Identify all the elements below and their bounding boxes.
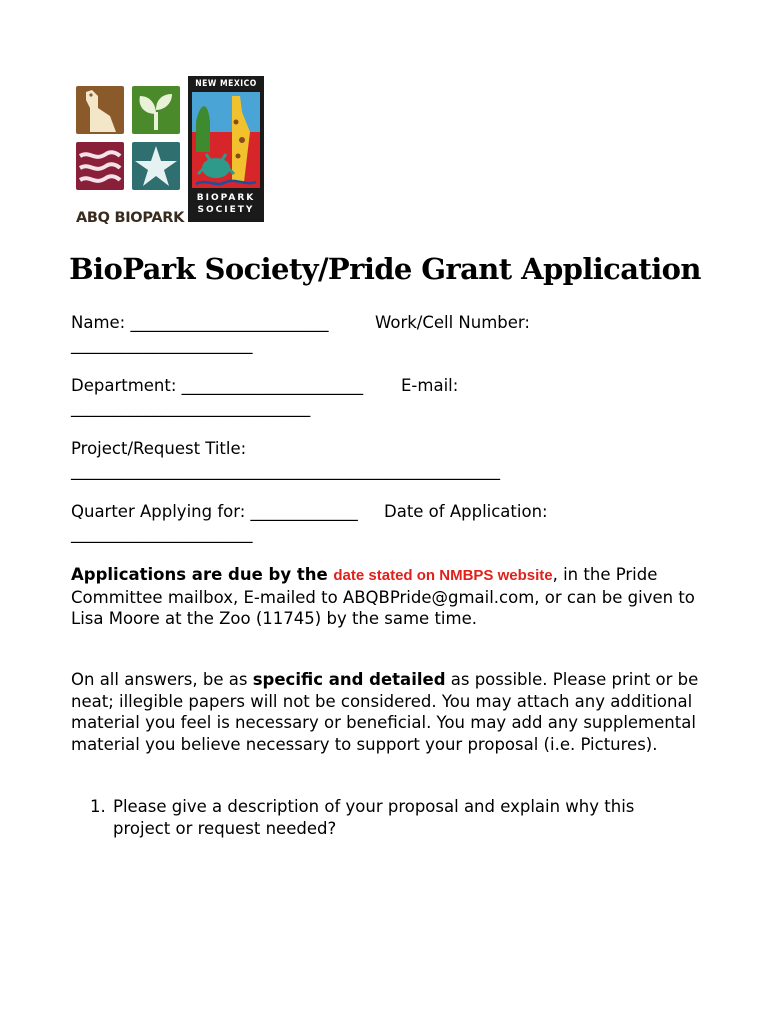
river-waves-icon bbox=[76, 142, 124, 190]
nm-biopark-society-logo bbox=[188, 76, 264, 222]
date-field[interactable]: ______________________ bbox=[71, 524, 253, 543]
abq-biopark-text: ABQ BIOPARK bbox=[76, 210, 185, 226]
logo-group bbox=[76, 76, 266, 226]
plant-sprout-icon bbox=[132, 86, 180, 134]
project-title-label: Project/Request Title: bbox=[71, 439, 247, 458]
abq-biopark-logo bbox=[76, 86, 185, 226]
giraffe-icon bbox=[76, 86, 124, 134]
instructions-paragraph bbox=[71, 669, 701, 755]
project-title-field[interactable]: ____________________________________________________ bbox=[71, 461, 500, 480]
due-rest: , in the Pride Committee mailbox, E-mailed to ABQBPride@gmail.com, or can be given to Lisa Moore at the Zoo (11745) by the same time. bbox=[71, 565, 695, 628]
question-item bbox=[90, 796, 690, 839]
instructions-rest: as possible. Please print or be neat; illegible papers will not be considered. You may attach any additional material you feel is necessary or beneficial. You may add any supplemental material you believe necessary to support your proposal (i.e. Pictures). bbox=[71, 670, 699, 754]
date-label: Date of Application: bbox=[384, 502, 548, 521]
question-text: Please give a description of your proposal and explain why this project or request needed? bbox=[113, 797, 635, 838]
work-cell-label: Work/Cell Number: bbox=[375, 313, 530, 332]
name-field[interactable]: Name: ________________________ bbox=[71, 313, 329, 332]
quarter-field[interactable]: Quarter Applying for: _____________ bbox=[71, 502, 358, 521]
nm-logo-bottom-text: BIOPARK SOCIETY bbox=[196, 193, 256, 215]
work-cell-field[interactable]: ______________________ bbox=[71, 335, 253, 354]
nm-logo-top-text: NEW MEXICO bbox=[195, 79, 257, 89]
question-number: 1. bbox=[90, 797, 106, 816]
nmbps-website-link[interactable]: date stated on NMBPS website bbox=[333, 567, 553, 584]
department-field[interactable]: Department: ______________________ bbox=[71, 376, 364, 395]
instructions-lead: On all answers, be as bbox=[71, 670, 253, 689]
wildlife-collage-icon bbox=[192, 92, 260, 188]
email-label: E-mail: bbox=[401, 376, 459, 395]
instructions-bold: specific and detailed bbox=[252, 670, 446, 689]
due-date-paragraph bbox=[71, 564, 701, 630]
email-field[interactable]: _____________________________ bbox=[71, 398, 311, 417]
due-lead: Applications are due by the bbox=[71, 565, 334, 584]
page-title: BioPark Society/Pride Grant Application bbox=[69, 252, 701, 286]
starfish-icon bbox=[132, 142, 180, 190]
